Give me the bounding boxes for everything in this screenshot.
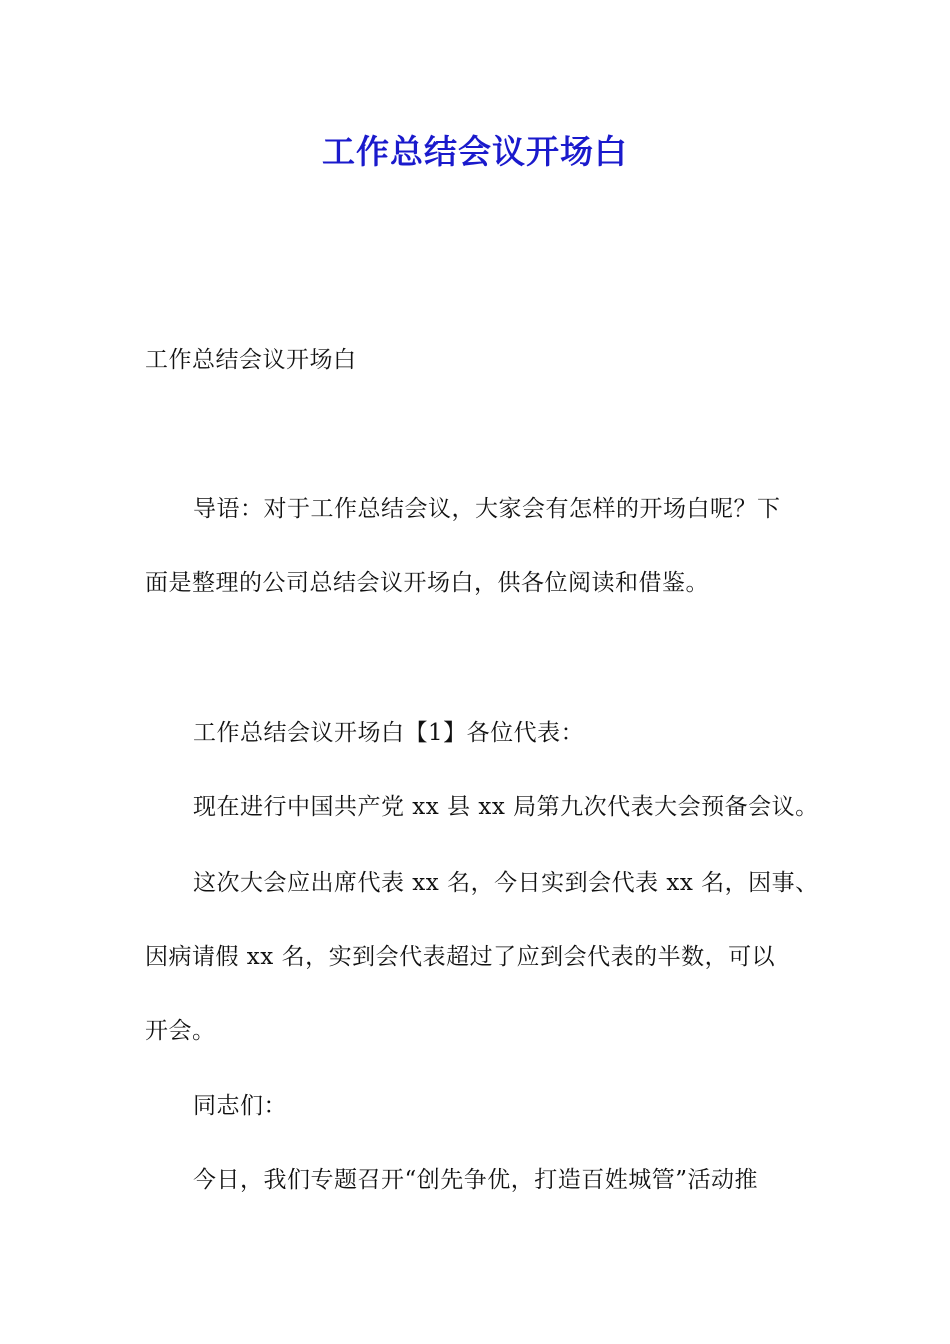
section-heading: 工作总结会议开场白【1】各位代表： (193, 720, 585, 746)
intro-line-2: 面是整理的公司总结会议开场白，供各位阅读和借鉴。 (145, 570, 709, 596)
intro-line-1: 导语：对于工作总结会议，大家会有怎样的开场白呢？下 (193, 496, 781, 522)
salutation: 同志们： (193, 1093, 287, 1119)
body-paragraph: 这次大会应出席代表 xx 名，今日实到会代表 xx 名，因事、 (193, 870, 819, 896)
document-subtitle: 工作总结会议开场白 (145, 347, 357, 373)
body-paragraph-continuation: 因病请假 xx 名，实到会代表超过了应到会代表的半数，可以 (145, 944, 776, 970)
document-title: 工作总结会议开场白 (322, 132, 628, 171)
body-paragraph: 今日，我们专题召开“创先争优，打造百姓城管”活动推 (193, 1167, 759, 1193)
body-paragraph-continuation: 开会。 (145, 1018, 216, 1044)
body-paragraph: 现在进行中国共产党 xx 县 xx 局第九次代表大会预备会议。 (193, 794, 819, 820)
